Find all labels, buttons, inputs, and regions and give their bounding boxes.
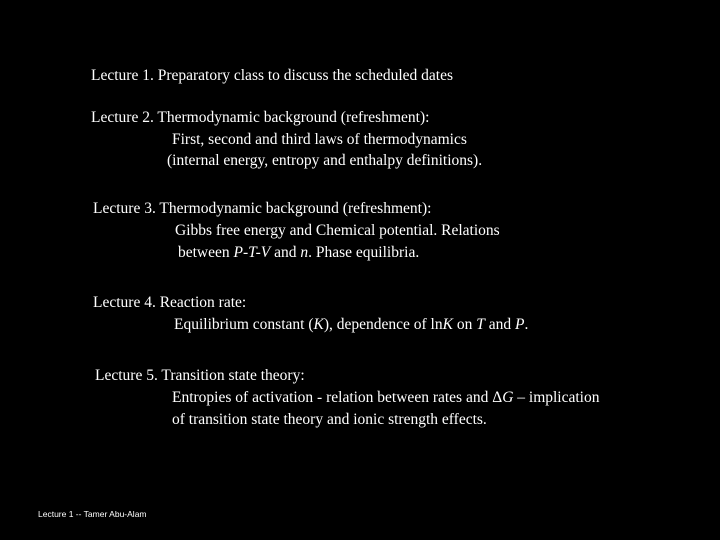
lecture-5-line-1-suffix: – implication	[513, 389, 600, 406]
lecture-3-line-2	[178, 242, 419, 264]
lecture-3-heading: Lecture 3. Thermodynamic background (refreshment):	[93, 200, 432, 217]
lecture-5-line-1-prefix: Entropies of activation - relation between rates and Δ	[172, 389, 503, 406]
variable-k: K	[313, 316, 324, 333]
lecture-5-heading: Lecture 5. Transition state theory:	[95, 367, 305, 384]
lecture-2-line-2: (internal energy, entropy and enthalpy definitions).	[167, 152, 483, 169]
lecture-4-line-1-prefix: Equilibrium constant (	[174, 316, 314, 333]
slide-footer: Lecture 1 -- Tamer Abu-Alam	[38, 509, 147, 519]
lecture-4-line-1-mid: ), dependence of ln	[323, 316, 443, 333]
lecture-4-line-1-on: on	[452, 316, 477, 333]
lecture-4-line-1	[174, 314, 528, 336]
variable-t: T	[476, 316, 485, 333]
lecture-1-heading: Lecture 1. Preparatory class to discuss the scheduled dates	[91, 67, 453, 84]
variable-lnk: K	[442, 316, 453, 333]
variable-p: P	[514, 316, 525, 333]
lecture-4-heading: Lecture 4. Reaction rate:	[93, 294, 247, 311]
lecture-4-line-1-and: and	[484, 316, 515, 333]
variable-n: n	[300, 244, 309, 261]
lecture-5-line-1	[172, 387, 600, 409]
lecture-4-line-1-suffix: .	[524, 316, 529, 333]
variable-g: G	[502, 389, 514, 406]
lecture-3-line-2-suffix: . Phase equilibria.	[308, 244, 420, 261]
lecture-2-line-1: First, second and third laws of thermodynamics	[172, 131, 467, 148]
lecture-3-line-1: Gibbs free energy and Chemical potential. Relations	[175, 222, 500, 239]
lecture-2-heading: Lecture 2. Thermodynamic background (refreshment):	[91, 109, 430, 126]
lecture-3-line-2-prefix: between	[178, 244, 234, 261]
lecture-5-line-2: of transition state theory and ionic strength effects.	[172, 411, 487, 428]
variables-ptv: P-T-V	[233, 244, 271, 261]
lecture-3-line-2-and: and	[270, 244, 301, 261]
